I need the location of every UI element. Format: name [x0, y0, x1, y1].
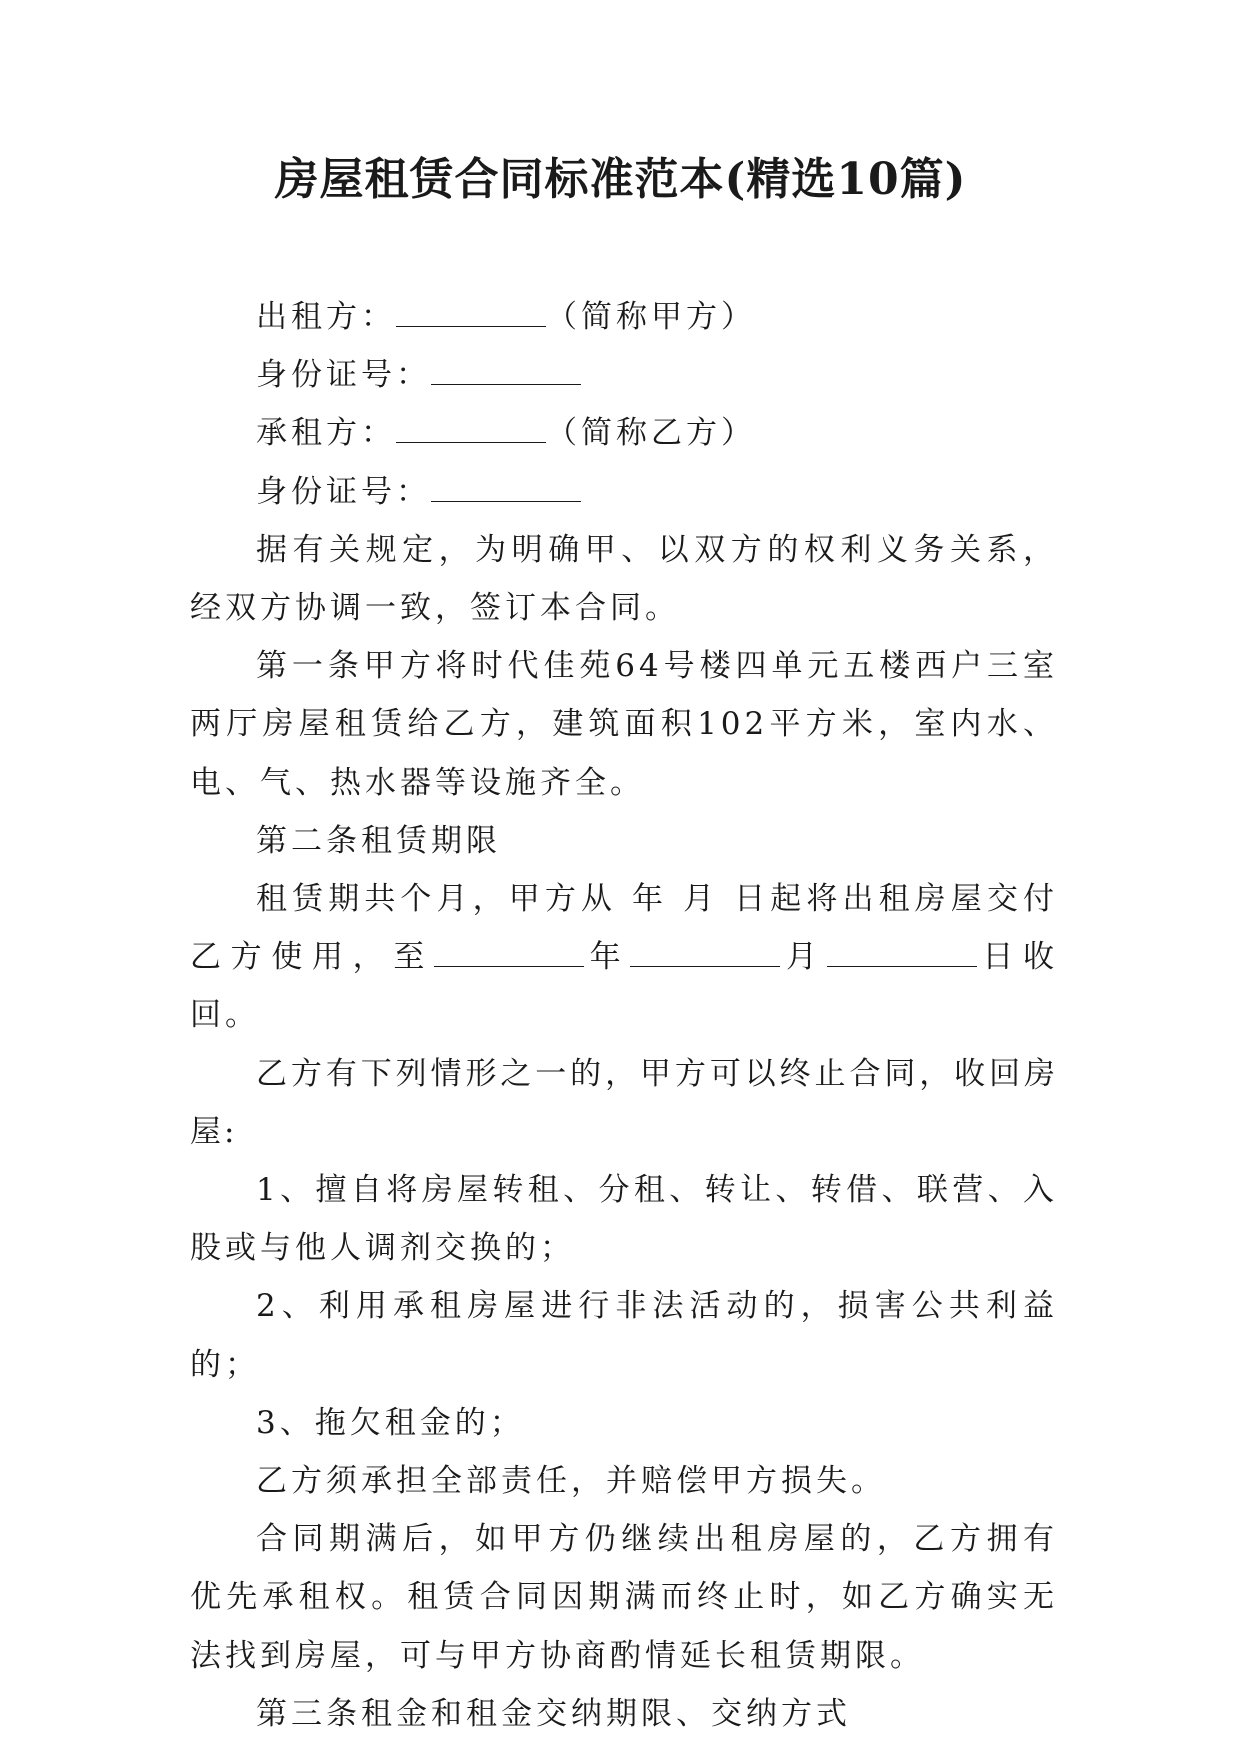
termination-item-2: 2、利用承租房屋进行非法活动的，损害公共利益的； [190, 1288, 1058, 1383]
article3-heading: 第三条租金和租金交纳期限、交纳方式 [256, 1695, 851, 1732]
term-text: 租赁期共个月，甲方从 年 月 日起将出租房屋交付乙方使用，至 [190, 881, 1058, 976]
term-end-day-blank [827, 940, 977, 967]
lessee-id-blank [431, 475, 581, 502]
lessor-blank [396, 300, 546, 327]
termination-item-1: 1、擅自将房屋转租、分租、转让、转借、联营、入股或与他人调剂交换的； [190, 1172, 1058, 1267]
term-month-label: 月 [780, 939, 827, 976]
lessor-line [190, 288, 1058, 346]
lessor-suffix: （简称甲方） [546, 299, 756, 335]
term-year-label: 年 [584, 939, 631, 976]
lessor-id-line [190, 346, 1058, 404]
lessee-label: 承租方： [256, 415, 396, 452]
lessee-blank [396, 416, 546, 443]
liability-paragraph: 乙方须承担全部责任，并赔偿甲方损失。 [256, 1463, 886, 1500]
termination-item-3: 3、拖欠租金的； [256, 1404, 525, 1441]
intro-paragraph: 据有关规定，为明确甲、以双方的权利义务关系，经双方协调一致，签订本合同。 [190, 531, 1058, 627]
lessor-id-label: 身份证号： [256, 357, 431, 394]
document-title: 房屋租赁合同标准范本(精选10篇) [274, 154, 967, 205]
term-paragraph [190, 870, 1058, 1045]
lessee-id-label: 身份证号： [256, 473, 431, 510]
article1-paragraph: 第一条甲方将时代佳苑64号楼四单元五楼西户三室两厅房屋租赁给乙方，建筑面积102平方米，室内水、电、气、热水器等设施齐全。 [190, 648, 1058, 801]
termination-intro: 乙方有下列情形之一的，甲方可以终止合同，收回房屋: [190, 1055, 1058, 1150]
lessee-id-line [190, 463, 1058, 521]
lessor-id-blank [431, 358, 581, 385]
article2-heading: 第二条租赁期限 [256, 822, 501, 859]
term-end-year-blank [434, 940, 584, 967]
lessee-line [190, 404, 1058, 462]
term-end-label: 日收回。 [190, 939, 1059, 1034]
document-body [190, 288, 1058, 1743]
renewal-paragraph: 合同期满后，如甲方仍继续出租房屋的，乙方拥有优先承租权。租赁合同因期满而终止时，如乙方确实无法找到房屋，可与甲方协商酌情延长租赁期限。 [190, 1521, 1058, 1674]
lessor-label: 出租方： [256, 299, 396, 335]
lessee-suffix: （简称乙方） [546, 415, 756, 452]
term-end-month-blank [630, 940, 780, 967]
